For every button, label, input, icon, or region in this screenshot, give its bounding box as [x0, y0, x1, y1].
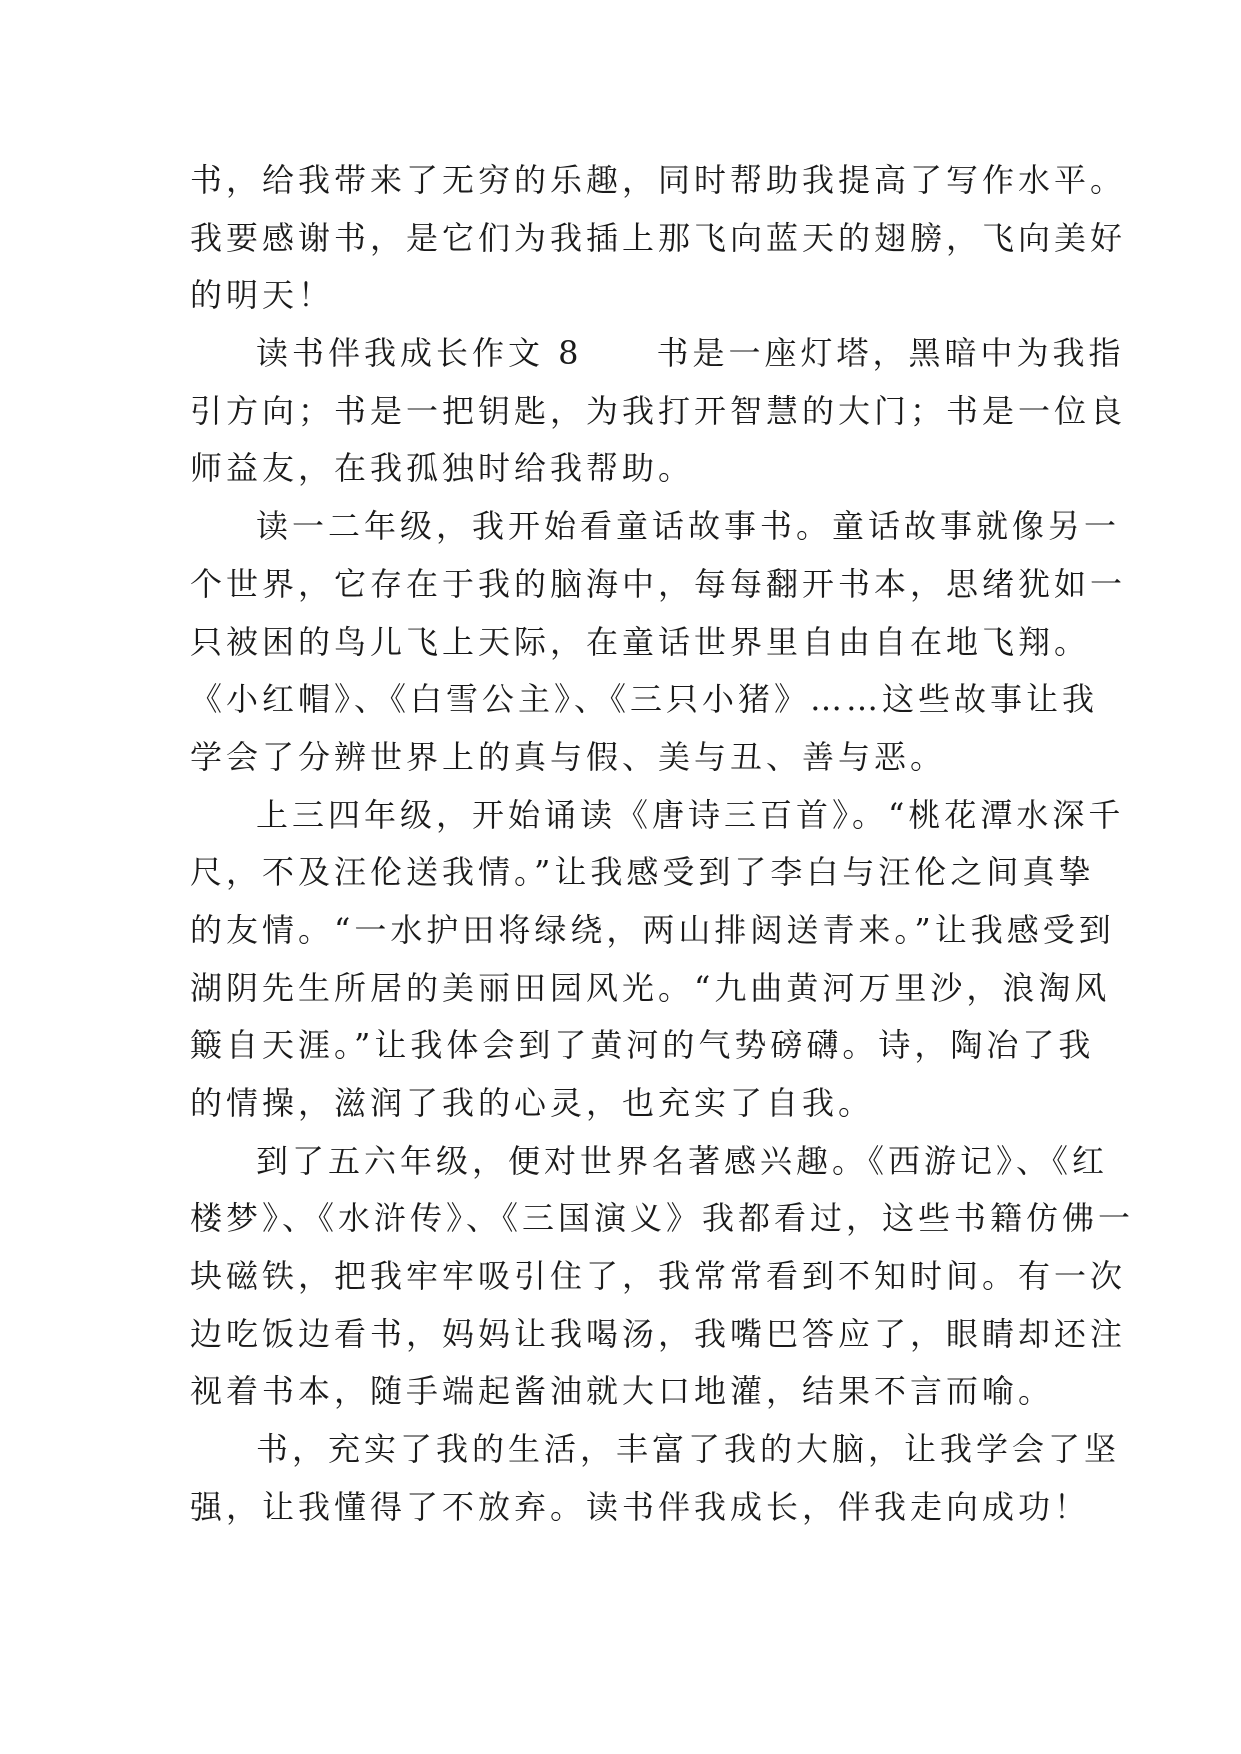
text-line: 个世界，它存在于我的脑海中，每每翻开书本，思绪犹如一	[190, 564, 1127, 603]
paragraph-start-line: 到了五六年级，便对世界名著感兴趣。《西游记》、《红	[256, 1141, 1109, 1180]
text-line: 师益友，在我孤独时给我帮助。	[190, 449, 695, 488]
essay-heading-line	[190, 325, 1125, 383]
text-line: 强，让我懂得了不放弃。读书伴我成长，伴我走向成功！	[190, 1487, 1091, 1526]
text-line-continuation: 书是一座灯塔，黑暗中为我指	[656, 334, 1125, 373]
paragraph-start-line: 书，充实了我的生活，丰富了我的大脑，让我学会了坚	[256, 1430, 1121, 1469]
text-line: 学会了分辨世界上的真与假、美与丑、善与恶。	[190, 737, 947, 776]
text-line: 引方向；书是一把钥匙，为我打开智慧的大门；书是一位良	[190, 391, 1127, 430]
essay-body	[190, 152, 1135, 1537]
text-line: 楼梦》、《水浒传》、《三国演义》我都看过，这些书籍仿佛一	[190, 1199, 1135, 1238]
text-line: 的情操，滋润了我的心灵，也充实了自我。	[190, 1084, 875, 1122]
text-line: 我要感谢书，是它们为我插上那飞向蓝天的翅膀，飞向美好	[190, 218, 1127, 257]
text-line: 的友情。“一水护田将绿绕，两山排闼送青来。”让我感受到	[190, 910, 1115, 949]
text-line: 只被困的鸟儿飞上天际，在童话世界里自由自在地飞翔。	[190, 622, 1091, 661]
text-line: 湖阴先生所居的美丽田园风光。“九曲黄河万里沙，浪淘风	[190, 968, 1111, 1007]
text-line: 尺，不及汪伦送我情。”让我感受到了李白与汪伦之间真挚	[190, 853, 1095, 892]
text-line: 视着书本，随手端起酱油就大口地灌，结果不言而喻。	[190, 1372, 1055, 1411]
text-line: 块磁铁，把我牢牢吸引住了，我常常看到不知时间。有一次	[190, 1257, 1127, 1296]
text-line: 《小红帽》、《白雪公主》、《三只小猪》……这些故事让我	[190, 680, 1099, 719]
paragraph-start-line: 读一二年级，我开始看童话故事书。童话故事就像另一	[256, 507, 1121, 546]
text-line: 书，给我带来了无穷的乐趣，同时帮助我提高了写作水平。	[190, 161, 1127, 199]
text-line: 边吃饭边看书，妈妈让我喝汤，我嘴巴答应了，眼睛却还注	[190, 1314, 1127, 1353]
text-line: 簸自天涯。”让我体会到了黄河的气势磅礴。诗，陶冶了我	[190, 1026, 1095, 1065]
text-line: 的明天！	[190, 276, 335, 315]
paragraph-start-line: 上三四年级，开始诵读《唐诗三百首》。“桃花潭水深千	[256, 795, 1125, 834]
essay-title: 读书伴我成长作文 8	[256, 334, 583, 373]
